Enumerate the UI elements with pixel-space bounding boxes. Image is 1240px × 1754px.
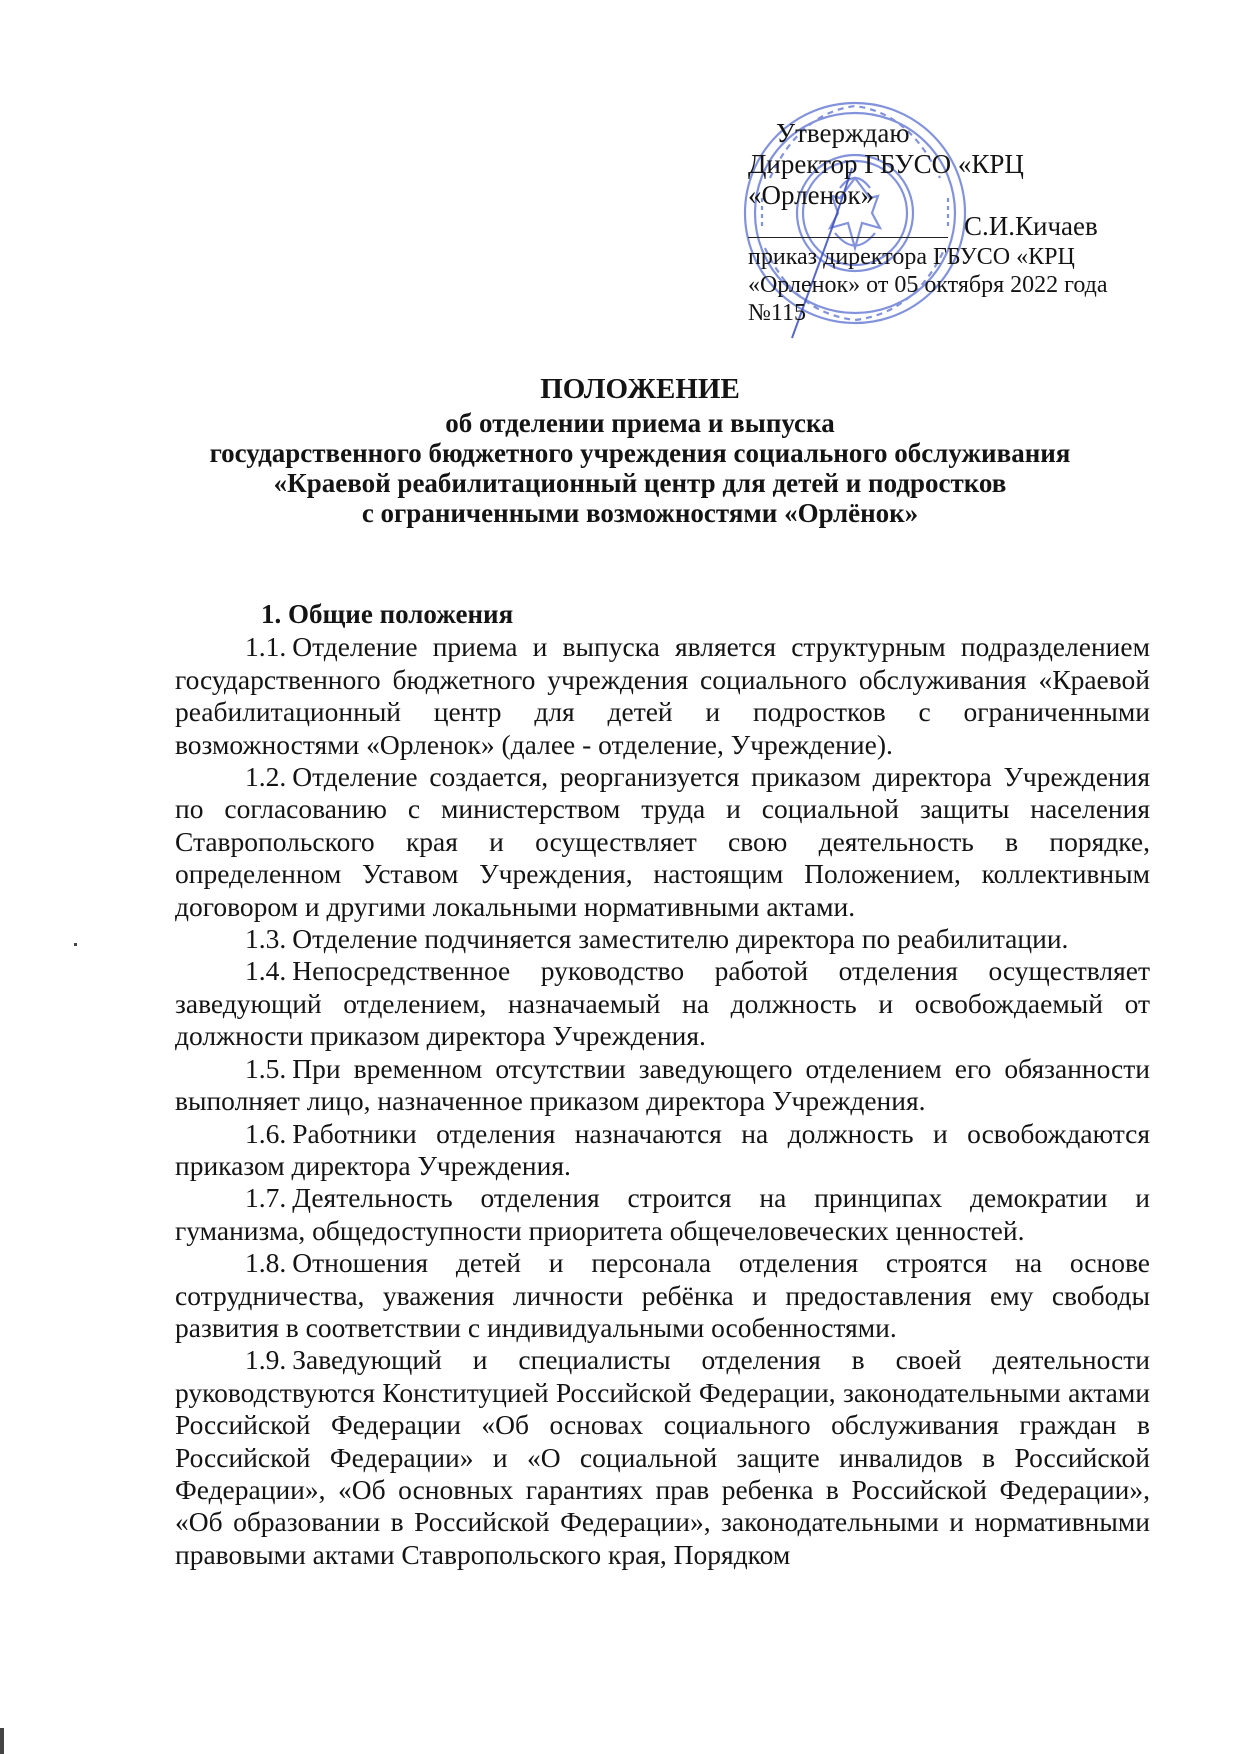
paragraph-number: 1.9.	[245, 1344, 287, 1376]
paragraph-1-9	[175, 1344, 1150, 1571]
paragraph-text: При временном отсутствии заведующего отделением его обязанности выполняет лицо, назначенное приказом директора Учреждения.	[175, 1052, 1150, 1117]
paragraph-number: 1.3.	[245, 923, 287, 955]
paragraph-text: Работники отделения назначаются на должность и освобождаются приказом директора Учреждения.	[175, 1117, 1150, 1181]
paragraph-1-8	[175, 1247, 1150, 1344]
signature-row	[748, 211, 1138, 243]
paragraph-1-1	[175, 631, 1150, 761]
paragraph-text: Отделение подчиняется заместителю директора по реабилитации.	[292, 923, 1069, 955]
signature-line	[748, 237, 948, 238]
title-line-1: об отделении приема и выпуска	[445, 408, 835, 438]
signer-name: С.И.Кичаев	[964, 211, 1098, 241]
title-line-3: «Краевой реабилитационный центр для детей и подростков	[273, 468, 1007, 498]
document-body	[175, 598, 1150, 1571]
order-line-3: №115	[748, 300, 807, 326]
paragraph-text: Отделение приема и выпуска является структурным подразделением государственного бюджетного учреждения социального обслуживания «Краевой реабилитационный центр для детей и подростков с ограниченными возможностями «Орленок» (далее - отделение, Учреждение).	[175, 631, 1150, 760]
paragraph-1-5	[175, 1053, 1150, 1118]
title-line-2: государственного бюджетного учреждения социального обслуживания	[209, 438, 1071, 468]
order-line-1: приказ директора ГБУСО «КРЦ	[748, 244, 1075, 270]
section-heading: 1. Общие положения	[261, 599, 514, 629]
paragraph-number: 1.4.	[245, 955, 287, 987]
paragraph-number: 1.2.	[245, 761, 287, 793]
approval-block	[748, 118, 1138, 327]
title-main: ПОЛОЖЕНИЕ	[540, 373, 740, 405]
paragraph-text: Отношения детей и персонала отделения строятся на основе сотрудничества, уважения личности ребёнка и предоставления ему свободы развития в соответствии с индивидуальными особенностями.	[175, 1247, 1150, 1343]
scan-dot	[74, 943, 77, 946]
paragraph-1-2	[175, 761, 1150, 923]
title-line-4: с ограниченными возможностями «Орлёнок»	[361, 498, 919, 528]
document-title	[140, 374, 1140, 528]
paragraph-1-7	[175, 1182, 1150, 1247]
approval-heading: Утверждаю	[776, 118, 910, 148]
paragraph-number: 1.1.	[245, 631, 287, 663]
paragraph-1-6	[175, 1118, 1150, 1183]
paragraph-number: 1.5.	[245, 1052, 287, 1084]
paragraph-number: 1.8.	[245, 1247, 287, 1279]
paragraph-text: Непосредственное руководство работой отделения осуществляет заведующий отделением, назначаемый на должность и освобождаемый от должности приказом директора Учреждения.	[175, 955, 1150, 1052]
paragraph-text: Отделение создается, реорганизуется приказом директора Учреждения по согласованию с министерством труда и социальной защиты населения Ставропольского края и осуществляет свою деятельность в порядке, определенном Уставом Учреждения, настоящим Положением, коллективным договором и другими локальными нормативными актами.	[175, 761, 1150, 922]
paragraph-text: Заведующий и специалисты отделения в своей деятельности руководствуются Конституцией Российской Федерации, законодательными актами Российской Федерации «Об основах социального обслуживания граждан в Российской Федерации» и «О социальной защите инвалидов в Российской Федерации», «Об основных гарантиях прав ребенка в Российской Федерации», «Об образовании в Российской Федерации», законодательными и нормативными правовыми актами Ставропольского края, Порядком	[175, 1344, 1150, 1570]
paragraph-number: 1.7.	[245, 1182, 287, 1214]
paragraph-text: Деятельность отделения строится на принципах демократии и гуманизма, общедоступности приоритета общечеловеческих ценностей.	[175, 1182, 1150, 1246]
paragraph-1-3	[175, 923, 1150, 955]
approval-organization: «Орленок»	[748, 180, 875, 210]
order-line-2: «Орленок» от 05 октября 2022 года	[748, 272, 1108, 298]
approval-position: Директор ГБУСО «КРЦ	[748, 149, 1024, 179]
paragraph-1-4	[175, 955, 1150, 1052]
paragraph-number: 1.6.	[245, 1117, 287, 1149]
scan-edge-mark	[0, 1728, 4, 1754]
